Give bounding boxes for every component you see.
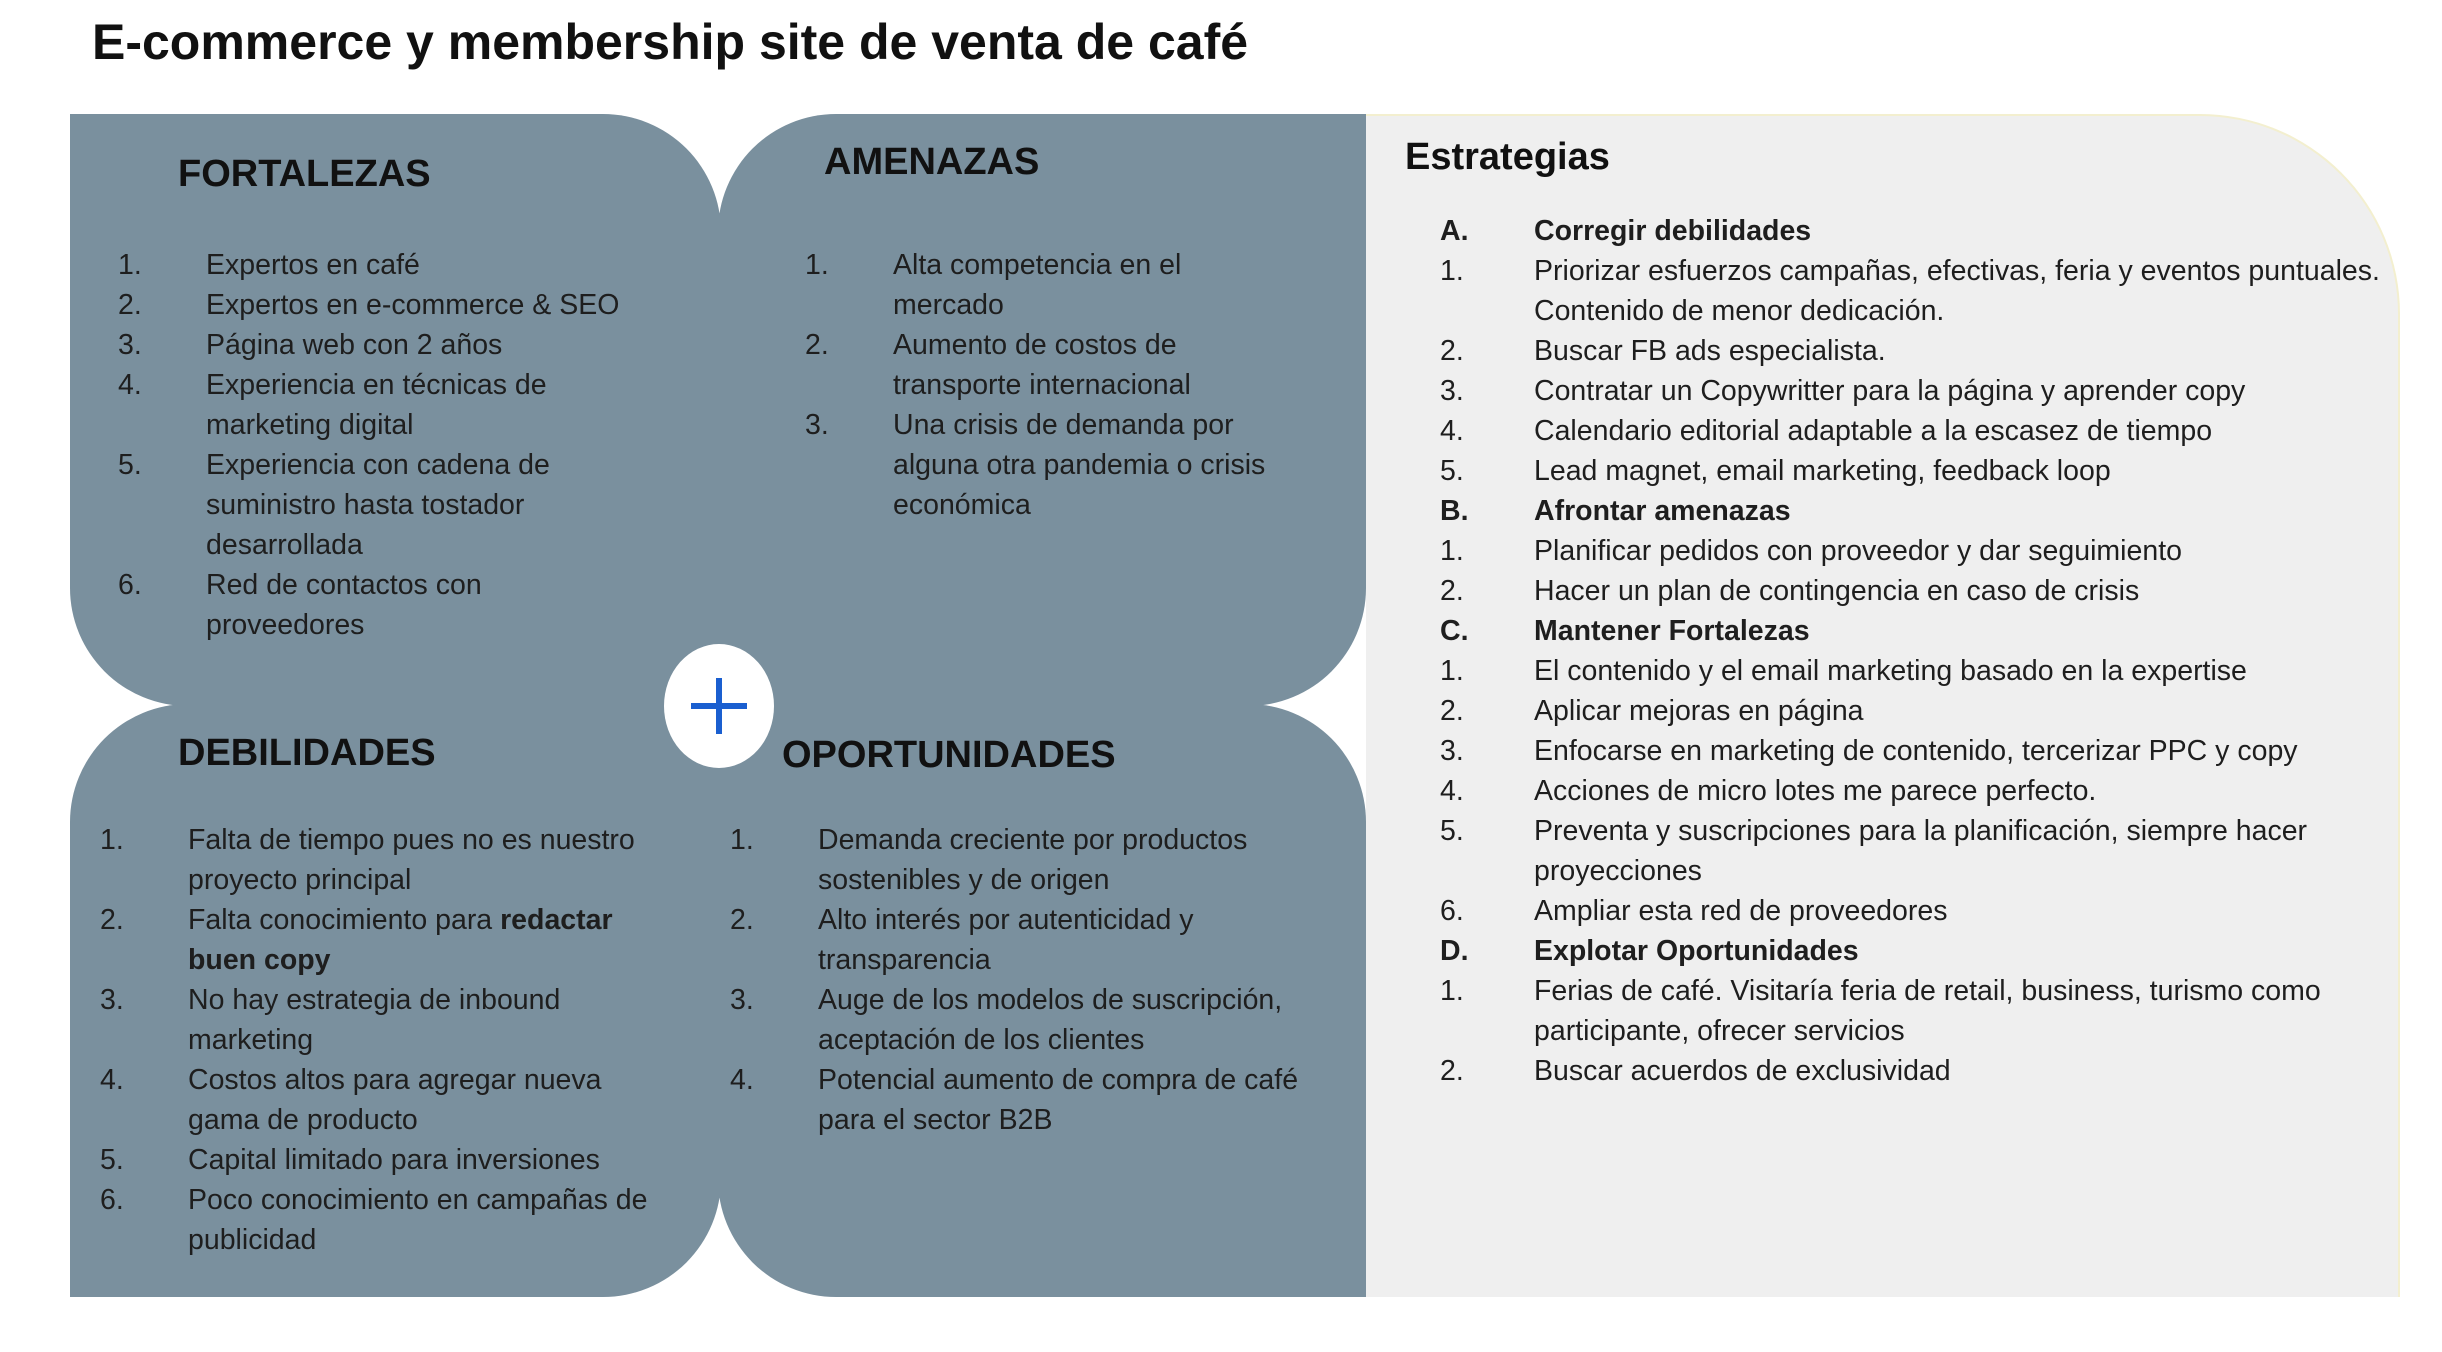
list-item — [730, 1060, 1340, 1140]
list-item-text: Acciones de micro lotes me parece perfecto. — [1534, 775, 2097, 807]
list-item — [1440, 731, 2390, 771]
list-item-text: Aplicar mejoras en página — [1534, 695, 1864, 727]
list-item-number: 1. — [1440, 255, 1464, 287]
debilidades-list — [100, 820, 680, 1260]
list-item-text: Mantener Fortalezas — [1534, 615, 1810, 647]
list-item-text: Experiencia en técnicas de marketing digital — [206, 369, 547, 441]
list-item-number: 5. — [1440, 455, 1464, 487]
list-item-number: 5. — [118, 449, 142, 481]
list-item-text: Lead magnet, email marketing, feedback loop — [1534, 455, 2111, 487]
list-item-number: 2. — [1440, 695, 1464, 727]
list-item-number: 3. — [118, 329, 142, 361]
plus-badge — [664, 644, 774, 768]
list-item-number: 2. — [1440, 335, 1464, 367]
list-item-number: 6. — [100, 1184, 124, 1216]
list-item — [1440, 651, 2390, 691]
list-item-number: 1. — [100, 824, 124, 856]
list-item — [1440, 491, 2390, 531]
list-item — [805, 325, 1285, 405]
list-item-number: 1. — [118, 249, 142, 281]
list-item — [100, 1060, 680, 1140]
list-item — [118, 245, 638, 285]
list-item-number: D. — [1440, 935, 1469, 967]
list-item-text: Poco conocimiento en campañas de publicidad — [188, 1184, 648, 1256]
list-item — [118, 565, 638, 645]
list-item-number: 6. — [118, 569, 142, 601]
list-item — [118, 285, 638, 325]
list-item-number: 4. — [730, 1064, 754, 1096]
list-item-number: 3. — [730, 984, 754, 1016]
list-item — [100, 820, 680, 900]
plus-icon — [689, 676, 749, 736]
list-item-text: Aumento de costos de transporte internacional — [893, 329, 1191, 401]
fortalezas-heading: FORTALEZAS — [178, 153, 431, 195]
list-item-text: Alta competencia en el mercado — [893, 249, 1182, 321]
list-item — [1440, 771, 2390, 811]
list-item — [1440, 531, 2390, 571]
list-item — [805, 245, 1285, 325]
list-item-number: 1. — [1440, 975, 1464, 1007]
list-item — [805, 405, 1285, 525]
list-item-number: 3. — [100, 984, 124, 1016]
list-item-text: No hay estrategia de inbound marketing — [188, 984, 561, 1056]
list-item-number: 4. — [1440, 415, 1464, 447]
list-item-number: 3. — [1440, 375, 1464, 407]
list-item-text-bold: redactar buen copy — [188, 904, 613, 976]
list-item-text: Planificar pedidos con proveedor y dar seguimiento — [1534, 535, 2182, 567]
list-item — [100, 900, 680, 980]
list-item — [1440, 451, 2390, 491]
list-item — [1440, 371, 2390, 411]
list-item — [730, 980, 1340, 1060]
list-item-text: Hacer un plan de contingencia en caso de crisis — [1534, 575, 2140, 607]
list-item — [1440, 931, 2390, 971]
estrategias-heading: Estrategias — [1405, 136, 1610, 178]
list-item-text: Expertos en café — [206, 249, 420, 281]
list-item — [100, 980, 680, 1060]
list-item-text: Enfocarse en marketing de contenido, tercerizar PPC y copy — [1534, 735, 2298, 767]
list-item-number: B. — [1440, 495, 1469, 527]
list-item-text: Costos altos para agregar nueva gama de producto — [188, 1064, 602, 1136]
list-item-text: Una crisis de demanda por alguna otra pandemia o crisis económica — [893, 409, 1266, 521]
fortalezas-list — [118, 245, 638, 645]
list-item-number: 1. — [730, 824, 754, 856]
list-item-text: Potencial aumento de compra de café para el sector B2B — [818, 1064, 1299, 1136]
list-item — [1440, 811, 2390, 891]
list-item-number: 2. — [730, 904, 754, 936]
list-item-text: Página web con 2 años — [206, 329, 503, 361]
list-item-text: Buscar acuerdos de exclusividad — [1534, 1055, 1951, 1087]
list-item-number: 5. — [1440, 815, 1464, 847]
list-item — [1440, 611, 2390, 651]
list-item — [118, 445, 638, 565]
list-item — [1440, 211, 2390, 251]
list-item — [118, 365, 638, 445]
list-item-text: Expertos en e-commerce & SEO — [206, 289, 620, 321]
list-item-text — [188, 900, 680, 980]
list-item — [1440, 691, 2390, 731]
list-item — [1440, 331, 2390, 371]
list-item-text: Explotar Oportunidades — [1534, 935, 1859, 967]
list-item-text: Capital limitado para inversiones — [188, 1144, 600, 1176]
list-item — [118, 325, 638, 365]
list-item-number: 4. — [118, 369, 142, 401]
list-item-text: El contenido y el email marketing basado en la expertise — [1534, 655, 2247, 687]
list-item-text: Experiencia con cadena de suministro hasta tostador desarrollada — [206, 449, 550, 561]
list-item-text: Ferias de café. Visitaría feria de retail, business, turismo como participante, ofrecer servicios — [1534, 975, 2321, 1047]
list-item-text: Preventa y suscripciones para la planificación, siempre hacer proyecciones — [1534, 815, 2308, 887]
list-item — [1440, 411, 2390, 451]
list-item-number: 3. — [1440, 735, 1464, 767]
list-item-number: 2. — [805, 329, 829, 361]
amenazas-list — [805, 245, 1285, 525]
list-item-number: 2. — [118, 289, 142, 321]
list-item-number: 1. — [1440, 535, 1464, 567]
list-item — [1440, 971, 2390, 1051]
list-item-number: 3. — [805, 409, 829, 441]
list-item-text: Demanda creciente por productos sostenibles y de origen — [818, 824, 1248, 896]
list-item-number: 1. — [1440, 655, 1464, 687]
list-item-text: Auge de los modelos de suscripción, aceptación de los clientes — [818, 984, 1283, 1056]
list-item — [1440, 251, 2390, 331]
list-item-text: Red de contactos con proveedores — [206, 569, 482, 641]
debilidades-heading: DEBILIDADES — [178, 732, 436, 774]
list-item — [1440, 891, 2390, 931]
list-item-text: Afrontar amenazas — [1534, 495, 1791, 527]
list-item-text: Priorizar esfuerzos campañas, efectivas, feria y eventos puntuales. Contenido de menor dedicación. — [1534, 255, 2380, 327]
list-item-text: Ampliar esta red de proveedores — [1534, 895, 1948, 927]
list-item-number: A. — [1440, 215, 1469, 247]
list-item — [100, 1180, 680, 1260]
list-item — [1440, 571, 2390, 611]
estrategias-list — [1440, 211, 2390, 1091]
list-item-number: 4. — [1440, 775, 1464, 807]
oportunidades-list — [730, 820, 1340, 1140]
list-item-text: Contratar un Copywritter para la página y aprender copy — [1534, 375, 2246, 407]
list-item — [730, 820, 1340, 900]
oportunidades-heading: OPORTUNIDADES — [782, 734, 1116, 776]
amenazas-heading: AMENAZAS — [824, 141, 1040, 183]
list-item-text: Calendario editorial adaptable a la escasez de tiempo — [1534, 415, 2213, 447]
list-item-number: 6. — [1440, 895, 1464, 927]
list-item-number: 2. — [1440, 1055, 1464, 1087]
list-item — [730, 900, 1340, 980]
list-item-number: 2. — [100, 904, 124, 936]
list-item — [100, 1140, 680, 1180]
list-item-number: 2. — [1440, 575, 1464, 607]
list-item-number: 4. — [100, 1064, 124, 1096]
list-item — [1440, 1051, 2390, 1091]
list-item-number: 1. — [805, 249, 829, 281]
list-item-text: Alto interés por autenticidad y transparencia — [818, 904, 1194, 976]
list-item-text-plain: Falta conocimiento para — [188, 904, 501, 936]
page-title: E-commerce y membership site de venta de café — [92, 14, 1249, 70]
list-item-text: Falta de tiempo pues no es nuestro proyecto principal — [188, 824, 635, 896]
list-item-number: 5. — [100, 1144, 124, 1176]
list-item-text: Buscar FB ads especialista. — [1534, 335, 1886, 367]
list-item-text: Corregir debilidades — [1534, 215, 1812, 247]
list-item-number: C. — [1440, 615, 1469, 647]
